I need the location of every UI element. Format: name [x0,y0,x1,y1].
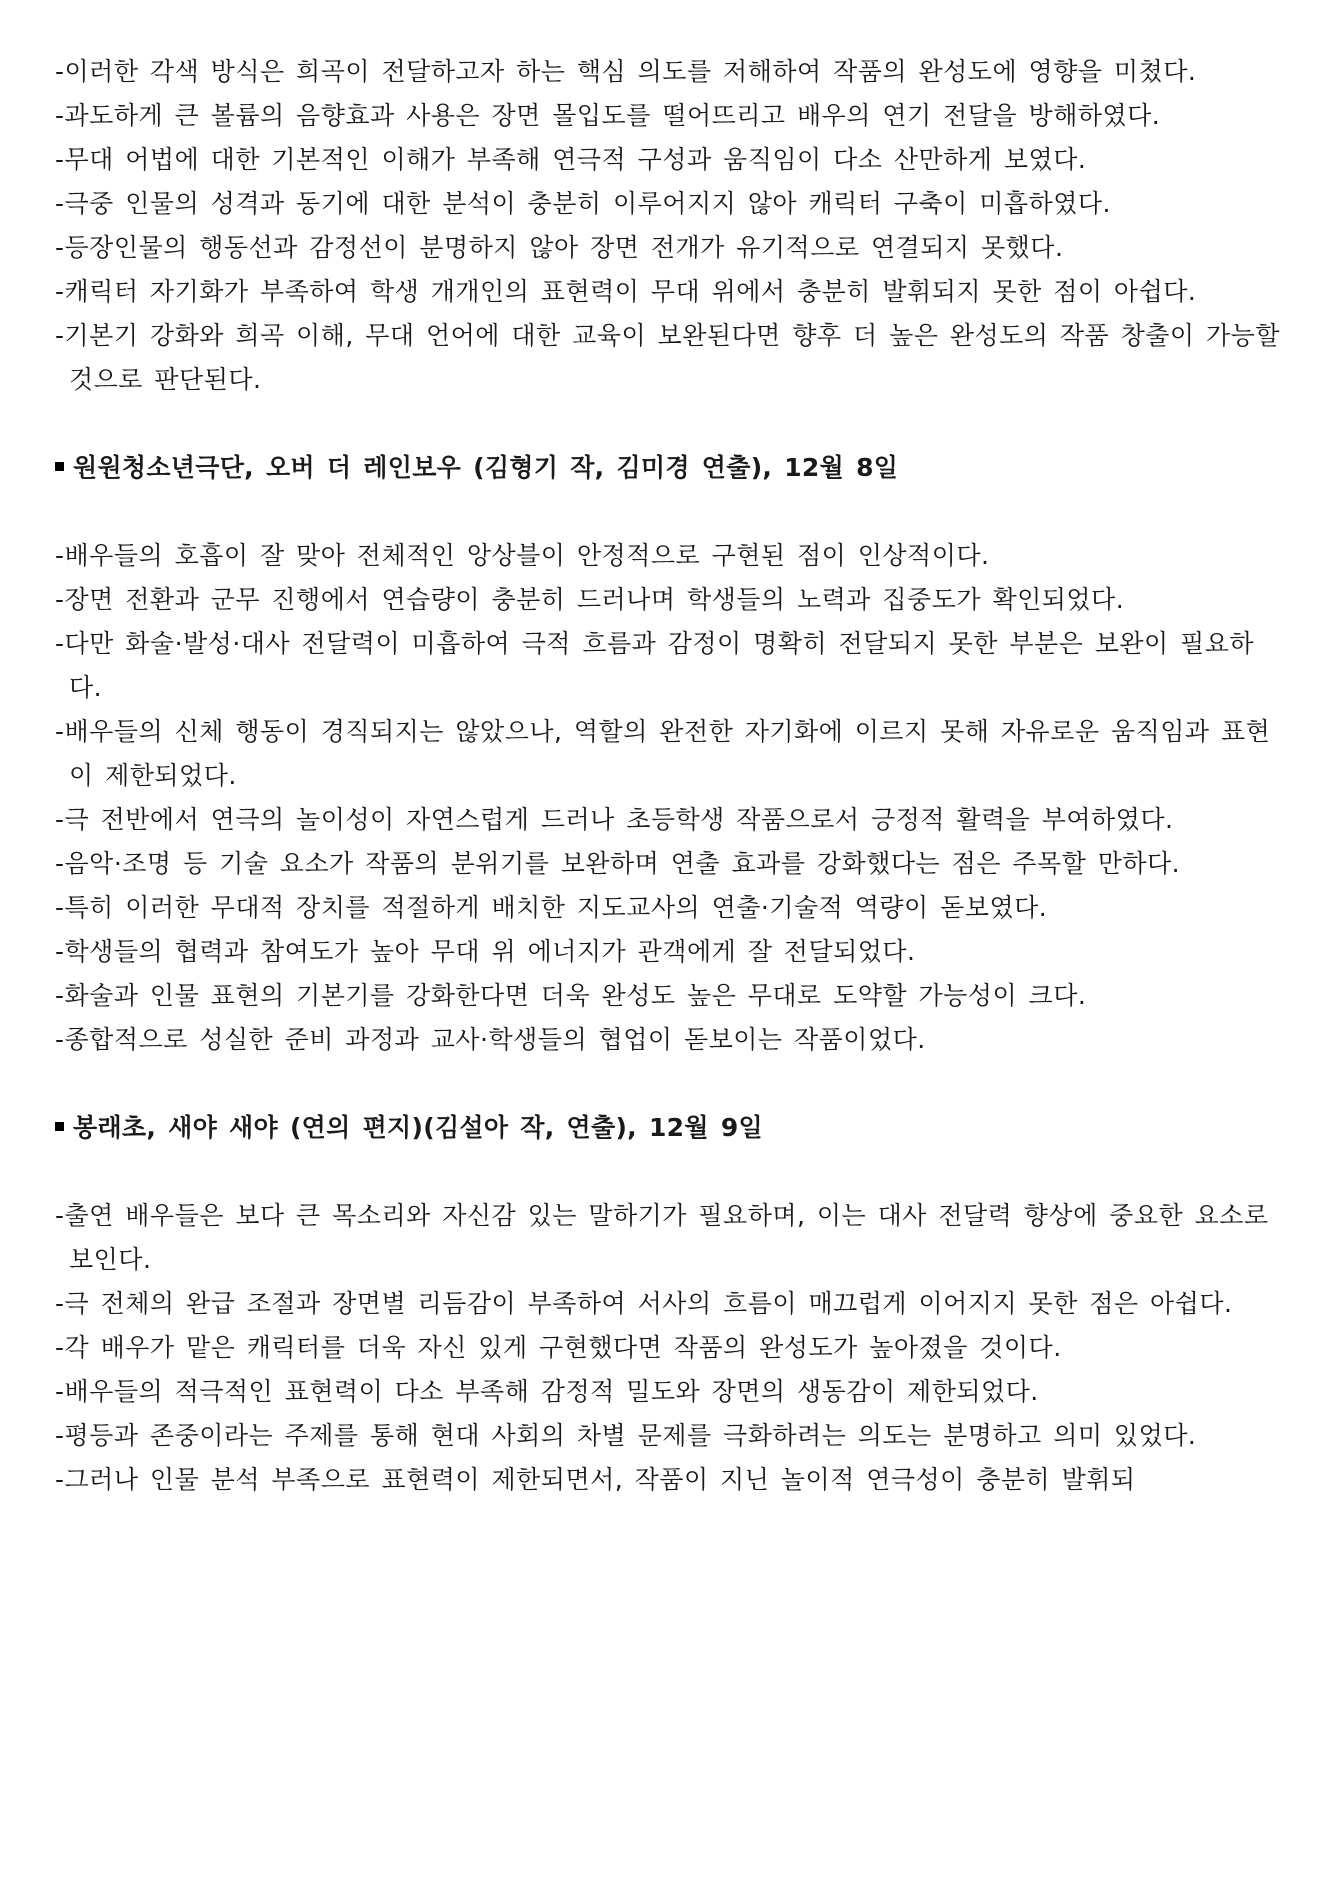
review-item: -극 전반에서 연극의 놀이성이 자연스럽게 드러나 초등학생 작품으로서 긍정적 활력을 부여하였다. [55,805,1174,834]
section-heading-text: 원원청소년극단, 오버 더 레인보우 (김형기 작, 김미경 연출), 12월 8일 [73,453,899,482]
review-item: -배우들의 호흡이 잘 맞아 전체적인 앙상블이 안정적으로 구현된 점이 인상적이다. [55,541,990,570]
review-item: -다만 화술·발성·대사 전달력이 미흡하여 극적 흐름과 감정이 명확히 전달되지 못한 부분은 보완이 필요하다. [55,629,1255,702]
review-item: -학생들의 협력과 참여도가 높아 무대 위 에너지가 관객에게 잘 전달되었다. [55,937,916,966]
review-item: -배우들의 적극적인 표현력이 다소 부족해 감정적 밀도와 장면의 생동감이 제한되었다. [55,1377,1039,1406]
review-item: -평등과 존중이라는 주제를 통해 현대 사회의 차별 문제를 극화하려는 의도는 분명하고 의미 있었다. [55,1421,1197,1450]
review-item: -각 배우가 맡은 캐릭터를 더욱 자신 있게 구현했다면 작품의 완성도가 높아졌을 것이다. [55,1333,1062,1362]
review-item: -극중 인물의 성격과 동기에 대한 분석이 충분히 이루어지지 않아 캐릭터 구축이 미흡하였다. [55,189,1111,218]
review-item: -특히 이러한 무대적 장치를 적절하게 배치한 지도교사의 연출·기술적 역량이 돋보였다. [55,893,1048,922]
review-item: -기본기 강화와 희곡 이해, 무대 언어에 대한 교육이 보완된다면 향후 더 높은 완성도의 작품 창출이 가능할 것으로 판단된다. [55,321,1280,394]
square-bullet-icon [55,1122,64,1131]
review-item: -음악·조명 등 기술 요소가 작품의 분위기를 보완하며 연출 효과를 강화했다는 점은 주목할 만하다. [55,849,1181,878]
review-item: -종합적으로 성실한 준비 과정과 교사·학생들의 협업이 돋보이는 작품이었다. [55,1025,926,1054]
review-section-previous [55,50,1280,402]
review-item: -무대 어법에 대한 기본적인 이해가 부족해 연극적 구성과 움직임이 다소 산만하게 보였다. [55,145,1087,174]
review-item: -이러한 각색 방식은 희곡이 전달하고자 하는 핵심 의도를 저해하여 작품의 완성도에 영향을 미쳤다. [55,57,1197,86]
review-item: -그러나 인물 분석 부족으로 표현력이 제한되면서, 작품이 지닌 놀이적 연극성이 충분히 발휘되 [55,1465,1136,1494]
document-page [55,50,1280,1502]
review-item: -장면 전환과 군무 진행에서 연습량이 충분히 드러나며 학생들의 노력과 집중도가 확인되었다. [55,585,1125,614]
review-item: -출연 배우들은 보다 큰 목소리와 자신감 있는 말하기가 필요하며, 이는 대사 전달력 향상에 중요한 요소로 보인다. [55,1201,1269,1274]
section-heading [55,446,1280,490]
review-section-wonwon [55,446,1280,1062]
review-section-bongrae [55,1106,1280,1502]
review-item: -캐릭터 자기화가 부족하여 학생 개개인의 표현력이 무대 위에서 충분히 발휘되지 못한 점이 아쉽다. [55,277,1197,306]
section-heading [55,1106,1280,1150]
review-item: -화술과 인물 표현의 기본기를 강화한다면 더욱 완성도 높은 무대로 도약할 가능성이 크다. [55,981,1087,1010]
square-bullet-icon [55,462,64,471]
review-item: -과도하게 큰 볼륨의 음향효과 사용은 장면 몰입도를 떨어뜨리고 배우의 연기 전달을 방해하였다. [55,101,1161,130]
review-item: -극 전체의 완급 조절과 장면별 리듬감이 부족하여 서사의 흐름이 매끄럽게 이어지지 못한 점은 아쉽다. [55,1289,1233,1318]
review-item: -배우들의 신체 행동이 경직되지는 않았으나, 역할의 완전한 자기화에 이르지 못해 자유로운 움직임과 표현이 제한되었다. [55,717,1271,790]
review-item: -등장인물의 행동선과 감정선이 분명하지 않아 장면 전개가 유기적으로 연결되지 못했다. [55,233,1064,262]
section-heading-text: 봉래초, 새야 새야 (연의 편지)(김설아 작, 연출), 12월 9일 [73,1113,763,1142]
